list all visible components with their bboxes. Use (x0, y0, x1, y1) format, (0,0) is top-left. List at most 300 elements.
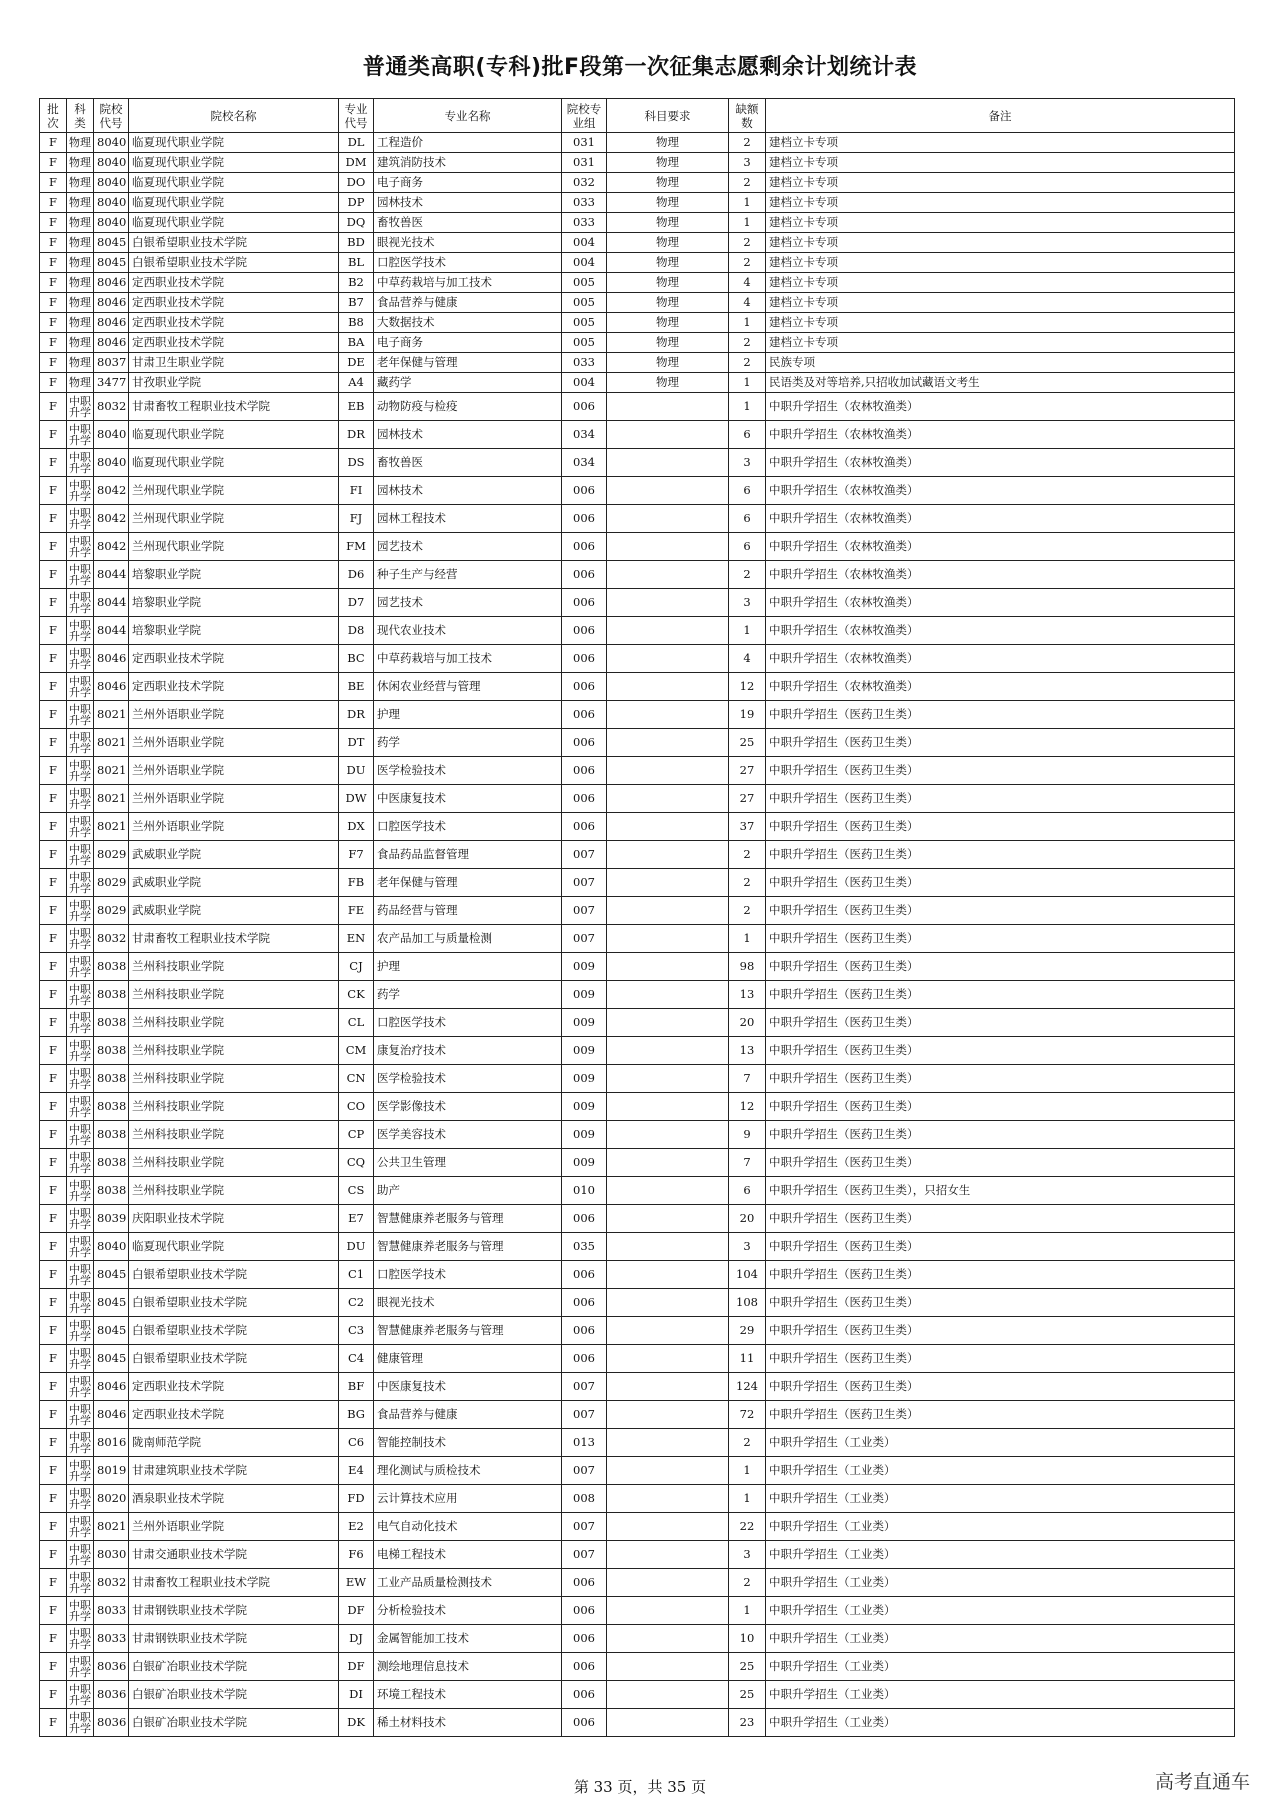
cell-major-name: 健康管理 (374, 1345, 562, 1373)
cell-batch: F (40, 813, 67, 841)
cell-vacancy: 29 (729, 1317, 766, 1345)
cell-school-code: 8038 (94, 1065, 129, 1093)
cell-school-name: 定西职业技术学院 (129, 1373, 339, 1401)
cell-major-code: EW (339, 1569, 374, 1597)
cell-subject-req (607, 1401, 729, 1429)
cell-subject-req (607, 561, 729, 589)
cell-major-code: C6 (339, 1429, 374, 1457)
cell-subject-req (607, 1233, 729, 1261)
cell-major-code: DU (339, 1233, 374, 1261)
cell-vacancy: 2 (729, 173, 766, 193)
cell-vacancy: 1 (729, 1457, 766, 1485)
cell-subject-req (607, 813, 729, 841)
cell-batch: F (40, 1121, 67, 1149)
cell-subject-req: 物理 (607, 173, 729, 193)
cell-major-code: FD (339, 1485, 374, 1513)
cell-vacancy: 13 (729, 1037, 766, 1065)
cell-school-name: 培黎职业学院 (129, 617, 339, 645)
cell-school-name: 甘肃畜牧工程职业技术学院 (129, 393, 339, 421)
cell-major-name: 中草药栽培与加工技术 (374, 645, 562, 673)
cell-major-name: 大数据技术 (374, 313, 562, 333)
cell-school-name: 白银希望职业技术学院 (129, 1261, 339, 1289)
cell-school-name: 兰州科技职业学院 (129, 981, 339, 1009)
cell-category: 中职升学 (67, 645, 94, 673)
table-row (40, 1457, 1235, 1485)
cell-subject-req (607, 1289, 729, 1317)
cell-subject-req (607, 1317, 729, 1345)
cell-school-name: 庆阳职业技术学院 (129, 1205, 339, 1233)
cell-major-name: 眼视光技术 (374, 1289, 562, 1317)
cell-school-code: 8019 (94, 1457, 129, 1485)
cell-major-name: 电子商务 (374, 173, 562, 193)
cell-school-name: 白银矿冶职业技术学院 (129, 1653, 339, 1681)
cell-category: 中职升学 (67, 757, 94, 785)
cell-school-name: 兰州现代职业学院 (129, 477, 339, 505)
cell-school-name: 武威职业学院 (129, 897, 339, 925)
cell-batch: F (40, 1205, 67, 1233)
cell-major-group: 006 (562, 589, 607, 617)
cell-school-code: 8046 (94, 313, 129, 333)
cell-batch: F (40, 153, 67, 173)
table-row (40, 213, 1235, 233)
cell-category: 中职升学 (67, 1597, 94, 1625)
cell-batch: F (40, 1373, 67, 1401)
cell-major-name: 药学 (374, 981, 562, 1009)
cell-school-name: 定西职业技术学院 (129, 1401, 339, 1429)
cell-category: 中职升学 (67, 1289, 94, 1317)
table-row (40, 353, 1235, 373)
cell-school-name: 兰州科技职业学院 (129, 953, 339, 981)
cell-major-name: 云计算技术应用 (374, 1485, 562, 1513)
cell-major-group: 006 (562, 1289, 607, 1317)
cell-major-group: 007 (562, 1457, 607, 1485)
cell-school-code: 8021 (94, 729, 129, 757)
cell-major-name: 医学美容技术 (374, 1121, 562, 1149)
cell-major-name: 园艺技术 (374, 533, 562, 561)
cell-batch: F (40, 1037, 67, 1065)
cell-school-name: 兰州科技职业学院 (129, 1177, 339, 1205)
table-row (40, 1289, 1235, 1317)
cell-major-code: FI (339, 477, 374, 505)
cell-school-name: 白银矿冶职业技术学院 (129, 1709, 339, 1737)
cell-remark: 中职升学招生（农林牧渔类） (766, 589, 1235, 617)
cell-major-group: 005 (562, 313, 607, 333)
cell-major-code: BA (339, 333, 374, 353)
cell-category: 中职升学 (67, 897, 94, 925)
cell-school-name: 兰州外语职业学院 (129, 701, 339, 729)
cell-category: 中职升学 (67, 701, 94, 729)
cell-category: 物理 (67, 173, 94, 193)
cell-major-code: CO (339, 1093, 374, 1121)
cell-category: 中职升学 (67, 1569, 94, 1597)
cell-category: 中职升学 (67, 533, 94, 561)
cell-category: 物理 (67, 193, 94, 213)
cell-school-name: 兰州现代职业学院 (129, 533, 339, 561)
cell-subject-req (607, 1093, 729, 1121)
table-row (40, 925, 1235, 953)
cell-batch: F (40, 533, 67, 561)
cell-major-group: 006 (562, 477, 607, 505)
cell-major-group: 034 (562, 421, 607, 449)
table-row (40, 233, 1235, 253)
cell-remark: 中职升学招生（医药卫生类） (766, 1121, 1235, 1149)
cell-major-name: 口腔医学技术 (374, 1261, 562, 1289)
cell-major-group: 004 (562, 253, 607, 273)
cell-major-code: A4 (339, 373, 374, 393)
cell-major-code: CK (339, 981, 374, 1009)
cell-category: 中职升学 (67, 841, 94, 869)
cell-remark: 中职升学招生（医药卫生类） (766, 1373, 1235, 1401)
cell-major-code: DL (339, 133, 374, 153)
cell-major-code: DM (339, 153, 374, 173)
cell-remark: 中职升学招生（医药卫生类） (766, 953, 1235, 981)
cell-batch: F (40, 449, 67, 477)
cell-major-code: CN (339, 1065, 374, 1093)
cell-vacancy: 3 (729, 153, 766, 173)
cell-category: 中职升学 (67, 1177, 94, 1205)
page-title: 普通类高职(专科)批F段第一次征集志愿剩余计划统计表 (362, 55, 918, 80)
cell-major-group: 006 (562, 673, 607, 701)
cell-major-code: DI (339, 1681, 374, 1709)
table-row (40, 1597, 1235, 1625)
cell-major-group: 013 (562, 1429, 607, 1457)
cell-school-name: 甘孜职业学院 (129, 373, 339, 393)
cell-major-name: 金属智能加工技术 (374, 1625, 562, 1653)
cell-major-group: 006 (562, 1625, 607, 1653)
cell-vacancy: 1 (729, 373, 766, 393)
cell-major-group: 007 (562, 1541, 607, 1569)
cell-school-name: 临夏现代职业学院 (129, 173, 339, 193)
cell-major-group: 007 (562, 925, 607, 953)
cell-vacancy: 104 (729, 1261, 766, 1289)
cell-major-name: 智慧健康养老服务与管理 (374, 1233, 562, 1261)
cell-batch: F (40, 1513, 67, 1541)
cell-school-code: 8021 (94, 701, 129, 729)
cell-remark: 中职升学招生（医药卫生类），只招女生 (766, 1177, 1235, 1205)
cell-subject-req (607, 1569, 729, 1597)
cell-major-group: 009 (562, 1065, 607, 1093)
cell-vacancy: 6 (729, 477, 766, 505)
cell-batch: F (40, 841, 67, 869)
cell-school-code: 8039 (94, 1205, 129, 1233)
cell-remark: 中职升学招生（医药卫生类） (766, 701, 1235, 729)
cell-school-code: 8037 (94, 353, 129, 373)
cell-school-code: 8021 (94, 785, 129, 813)
cell-category: 中职升学 (67, 869, 94, 897)
cell-subject-req (607, 841, 729, 869)
cell-school-code: 8045 (94, 1261, 129, 1289)
cell-subject-req (607, 953, 729, 981)
cell-category: 中职升学 (67, 1625, 94, 1653)
cell-major-group: 009 (562, 1121, 607, 1149)
cell-subject-req: 物理 (607, 233, 729, 253)
table-row (40, 1569, 1235, 1597)
cell-major-name: 园林工程技术 (374, 505, 562, 533)
cell-remark: 中职升学招生（医药卫生类） (766, 925, 1235, 953)
cell-remark: 中职升学招生（工业类） (766, 1485, 1235, 1513)
cell-major-name: 护理 (374, 701, 562, 729)
header-vacancy: 缺额数 (729, 99, 766, 133)
cell-category: 中职升学 (67, 477, 94, 505)
cell-major-code: BF (339, 1373, 374, 1401)
cell-major-code: EB (339, 393, 374, 421)
cell-major-name: 电子商务 (374, 333, 562, 353)
cell-subject-req (607, 897, 729, 925)
cell-remark: 中职升学招生（医药卫生类） (766, 1009, 1235, 1037)
cell-category: 物理 (67, 273, 94, 293)
cell-major-group: 034 (562, 449, 607, 477)
cell-batch: F (40, 645, 67, 673)
cell-remark: 中职升学招生（工业类） (766, 1457, 1235, 1485)
cell-category: 中职升学 (67, 393, 94, 421)
cell-major-name: 畜牧兽医 (374, 213, 562, 233)
cell-remark: 中职升学招生（农林牧渔类） (766, 421, 1235, 449)
cell-batch: F (40, 1149, 67, 1177)
cell-vacancy: 98 (729, 953, 766, 981)
table-row (40, 1149, 1235, 1177)
table-row (40, 153, 1235, 173)
cell-vacancy: 1 (729, 193, 766, 213)
cell-category: 中职升学 (67, 1401, 94, 1429)
cell-school-code: 8032 (94, 925, 129, 953)
table-row (40, 421, 1235, 449)
cell-subject-req (607, 925, 729, 953)
cell-subject-req (607, 785, 729, 813)
table-row (40, 373, 1235, 393)
table-row (40, 1541, 1235, 1569)
cell-school-name: 兰州科技职业学院 (129, 1121, 339, 1149)
cell-school-name: 兰州外语职业学院 (129, 1513, 339, 1541)
cell-major-name: 分析检验技术 (374, 1597, 562, 1625)
cell-remark: 中职升学招生（工业类） (766, 1625, 1235, 1653)
cell-major-name: 食品药品监督管理 (374, 841, 562, 869)
cell-major-group: 009 (562, 1149, 607, 1177)
cell-major-name: 休闲农业经营与管理 (374, 673, 562, 701)
cell-batch: F (40, 1261, 67, 1289)
cell-subject-req (607, 701, 729, 729)
cell-major-code: DQ (339, 213, 374, 233)
cell-batch: F (40, 1457, 67, 1485)
cell-batch: F (40, 393, 67, 421)
header-batch: 批次 (40, 99, 67, 133)
cell-category: 中职升学 (67, 1037, 94, 1065)
cell-remark: 建档立卡专项 (766, 333, 1235, 353)
cell-school-code: 8046 (94, 333, 129, 353)
cell-major-name: 动物防疫与检疫 (374, 393, 562, 421)
watermark-text: 高考直通车 (1154, 1771, 1250, 1793)
cell-remark: 中职升学招生（工业类） (766, 1429, 1235, 1457)
cell-subject-req (607, 1009, 729, 1037)
cell-vacancy: 3 (729, 1233, 766, 1261)
cell-subject-req: 物理 (607, 333, 729, 353)
cell-vacancy: 2 (729, 253, 766, 273)
cell-remark: 中职升学招生（工业类） (766, 1681, 1235, 1709)
cell-subject-req (607, 1513, 729, 1541)
cell-major-group: 007 (562, 1373, 607, 1401)
cell-school-code: 8033 (94, 1625, 129, 1653)
table-row (40, 561, 1235, 589)
cell-school-code: 8030 (94, 1541, 129, 1569)
cell-major-name: 测绘地理信息技术 (374, 1653, 562, 1681)
cell-major-group: 009 (562, 953, 607, 981)
cell-category: 中职升学 (67, 1681, 94, 1709)
cell-category: 物理 (67, 133, 94, 153)
cell-school-code: 8029 (94, 841, 129, 869)
cell-major-name: 食品营养与健康 (374, 1401, 562, 1429)
cell-subject-req (607, 1373, 729, 1401)
header-subject-req: 科目要求 (607, 99, 729, 133)
cell-major-name: 中草药栽培与加工技术 (374, 273, 562, 293)
cell-school-code: 8029 (94, 869, 129, 897)
cell-vacancy: 2 (729, 333, 766, 353)
cell-vacancy: 2 (729, 353, 766, 373)
cell-category: 物理 (67, 153, 94, 173)
table-row (40, 1653, 1235, 1681)
cell-major-name: 口腔医学技术 (374, 1009, 562, 1037)
table-row (40, 981, 1235, 1009)
cell-major-name: 电梯工程技术 (374, 1541, 562, 1569)
cell-category: 中职升学 (67, 1205, 94, 1233)
header-major-code: 专业代号 (339, 99, 374, 133)
table-row (40, 1681, 1235, 1709)
cell-category: 中职升学 (67, 981, 94, 1009)
cell-school-name: 定西职业技术学院 (129, 333, 339, 353)
cell-school-code: 8038 (94, 1093, 129, 1121)
cell-major-code: DP (339, 193, 374, 213)
table-row (40, 1037, 1235, 1065)
cell-category: 中职升学 (67, 1233, 94, 1261)
cell-vacancy: 9 (729, 1121, 766, 1149)
table-header-row (40, 99, 1235, 133)
cell-batch: F (40, 1653, 67, 1681)
table-row (40, 1709, 1235, 1737)
table-body (40, 133, 1235, 1737)
table-row (40, 505, 1235, 533)
cell-batch: F (40, 133, 67, 153)
cell-major-name: 医学检验技术 (374, 1065, 562, 1093)
cell-school-name: 白银希望职业技术学院 (129, 253, 339, 273)
cell-school-name: 兰州科技职业学院 (129, 1009, 339, 1037)
cell-major-code: B2 (339, 273, 374, 293)
cell-major-group: 009 (562, 1037, 607, 1065)
cell-subject-req: 物理 (607, 133, 729, 153)
cell-remark: 中职升学招生（农林牧渔类） (766, 505, 1235, 533)
cell-subject-req: 物理 (607, 253, 729, 273)
cell-batch: F (40, 193, 67, 213)
cell-school-name: 兰州科技职业学院 (129, 1093, 339, 1121)
cell-remark: 中职升学招生（工业类） (766, 1597, 1235, 1625)
cell-school-code: 8021 (94, 1513, 129, 1541)
cell-remark: 建档立卡专项 (766, 133, 1235, 153)
cell-subject-req: 物理 (607, 213, 729, 233)
cell-batch: F (40, 757, 67, 785)
cell-vacancy: 2 (729, 1429, 766, 1457)
cell-major-code: BL (339, 253, 374, 273)
cell-major-code: DW (339, 785, 374, 813)
table-row (40, 1345, 1235, 1373)
cell-major-group: 006 (562, 785, 607, 813)
table-row (40, 1429, 1235, 1457)
cell-subject-req (607, 421, 729, 449)
cell-major-name: 护理 (374, 953, 562, 981)
cell-major-group: 006 (562, 813, 607, 841)
cell-batch: F (40, 589, 67, 617)
cell-major-group: 006 (562, 757, 607, 785)
cell-category: 中职升学 (67, 953, 94, 981)
cell-major-group: 010 (562, 1177, 607, 1205)
cell-remark: 中职升学招生（医药卫生类） (766, 1289, 1235, 1317)
cell-major-name: 老年保健与管理 (374, 353, 562, 373)
cell-subject-req (607, 617, 729, 645)
cell-school-name: 甘肃畜牧工程职业技术学院 (129, 925, 339, 953)
table-row (40, 253, 1235, 273)
cell-remark: 中职升学招生（工业类） (766, 1513, 1235, 1541)
cell-school-code: 8040 (94, 1233, 129, 1261)
cell-remark: 建档立卡专项 (766, 193, 1235, 213)
cell-major-code: FJ (339, 505, 374, 533)
table-row (40, 1317, 1235, 1345)
cell-batch: F (40, 1093, 67, 1121)
cell-batch: F (40, 293, 67, 313)
table-row (40, 1177, 1235, 1205)
cell-school-code: 8038 (94, 1009, 129, 1037)
cell-subject-req (607, 393, 729, 421)
cell-major-group: 006 (562, 617, 607, 645)
cell-subject-req: 物理 (607, 353, 729, 373)
cell-vacancy: 27 (729, 785, 766, 813)
cell-school-code: 8036 (94, 1653, 129, 1681)
cell-major-code: F7 (339, 841, 374, 869)
cell-batch: F (40, 617, 67, 645)
cell-category: 物理 (67, 313, 94, 333)
cell-subject-req (607, 449, 729, 477)
cell-remark: 中职升学招生（工业类） (766, 1569, 1235, 1597)
cell-school-code: 8045 (94, 1317, 129, 1345)
cell-remark: 中职升学招生（医药卫生类） (766, 729, 1235, 757)
cell-major-code: CP (339, 1121, 374, 1149)
cell-major-code: EN (339, 925, 374, 953)
cell-subject-req (607, 1177, 729, 1205)
cell-major-group: 007 (562, 1513, 607, 1541)
cell-major-group: 006 (562, 393, 607, 421)
cell-vacancy: 1 (729, 617, 766, 645)
cell-major-group: 035 (562, 1233, 607, 1261)
cell-major-group: 033 (562, 353, 607, 373)
cell-batch: F (40, 253, 67, 273)
table-row (40, 533, 1235, 561)
cell-major-group: 006 (562, 1597, 607, 1625)
cell-subject-req (607, 1709, 729, 1737)
cell-remark: 中职升学招生（医药卫生类） (766, 1233, 1235, 1261)
cell-major-code: B8 (339, 313, 374, 333)
cell-vacancy: 4 (729, 645, 766, 673)
table-row (40, 1205, 1235, 1233)
cell-vacancy: 20 (729, 1205, 766, 1233)
cell-school-code: 8036 (94, 1681, 129, 1709)
table-row (40, 897, 1235, 925)
cell-subject-req: 物理 (607, 293, 729, 313)
cell-category: 中职升学 (67, 729, 94, 757)
cell-subject-req (607, 505, 729, 533)
cell-remark: 中职升学招生（医药卫生类） (766, 757, 1235, 785)
table-row (40, 1065, 1235, 1093)
cell-vacancy: 124 (729, 1373, 766, 1401)
cell-school-code: 8040 (94, 133, 129, 153)
cell-batch: F (40, 561, 67, 589)
cell-major-name: 眼视光技术 (374, 233, 562, 253)
cell-major-code: DX (339, 813, 374, 841)
cell-major-name: 老年保健与管理 (374, 869, 562, 897)
